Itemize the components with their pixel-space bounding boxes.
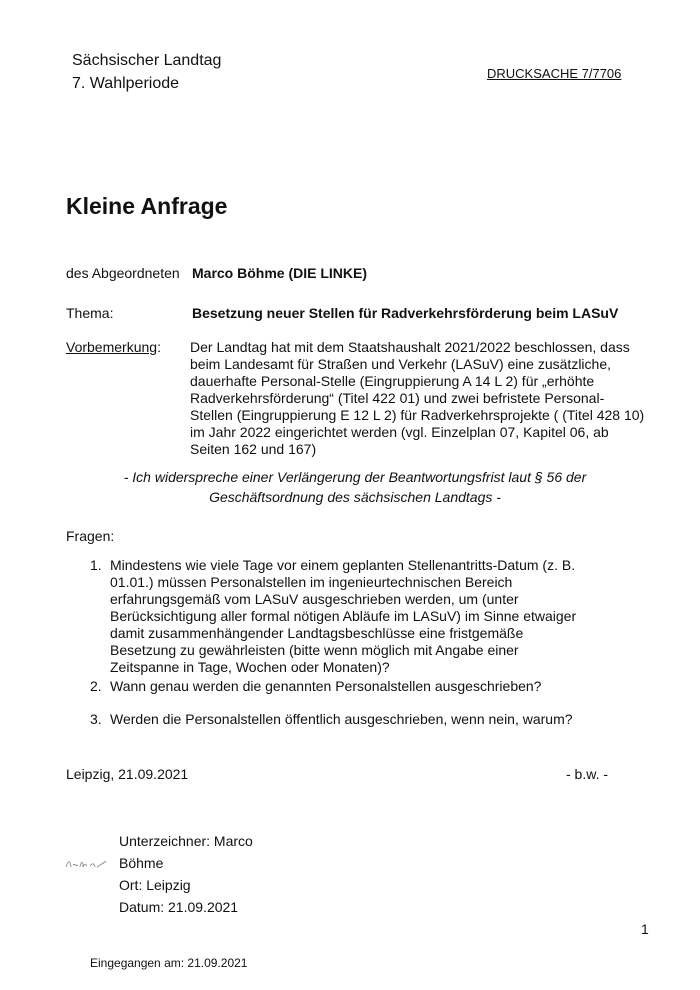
question-item (90, 678, 580, 695)
preliminary-remark-text: Der Landtag hat mit dem Staatshaushalt 2021/2022 beschlossen, dass beim Landesamt für Straßen und Verkehr (LASuV) eine zusätzliche, dauerhafte Personal-Stelle (Eingruppierung A 14 L 2) für „erhöhte Radverkehrsförderung“ (Titel 422 01) und zwei befristete Personal-Stellen (Eingruppierung E 12 L 2) für Radverkehrsprojekte ( (Titel 428 10) im Jahr 2022 eingerichtet werden (vgl. Einzelplan 07, Kapitel 06, ab Seiten 162 und 167) (190, 339, 645, 457)
question-number: 2. (90, 678, 102, 694)
deadline-notice (100, 467, 610, 507)
question-number: 3. (90, 711, 102, 727)
question-text: Mindestens wie viele Tage vor einem geplanten Stellenantritts-Datum (z. B. 01.01.) müssen Personalstellen im ingenieurtechnischen Bereich erfahrungsgemäß vom LASuV ausgeschrieben werden, um (unter Berücksichtigung aller formal nötigen Abläufe im LASuV) im Sinne etwaiger damit zusammenhängender Landtagsbeschlüsse eine fristgemäße Besetzung zu gewährleisten (bitte wenn möglich mit Angabe einer Zeitspanne in Tage, Wochen oder Monaten)? (110, 557, 577, 675)
deadline-notice-line-2: Geschäftsordnung des sächsischen Landtags - (209, 489, 501, 505)
author-label: des Abgeordneten (66, 265, 180, 281)
topic-text: Besetzung neuer Stellen für Radverkehrsförderung beim LASuV (192, 305, 619, 321)
signer-block (119, 830, 253, 918)
page-number: 1 (641, 921, 649, 937)
signer-line: Datum: 21.09.2021 (119, 899, 239, 915)
document-header (72, 49, 221, 95)
legislative-period: 7. Wahlperiode (72, 75, 180, 92)
question-text: Werden die Personalstellen öffentlich ausgeschrieben, wenn nein, warum? (110, 711, 573, 727)
signature-image (64, 855, 108, 873)
drucksache-number: DRUCKSACHE 7/7706 (487, 66, 622, 81)
preliminary-remark-label-colon: : (157, 339, 161, 355)
signer-line: Ort: Leipzig (119, 877, 191, 893)
document-title: Kleine Anfrage (66, 193, 228, 219)
topic-label: Thema: (66, 305, 114, 321)
question-item (90, 557, 580, 676)
signer-line: Unterzeichner: Marco (119, 833, 253, 849)
question-text: Wann genau werden die genannten Personalstellen ausgeschrieben? (110, 678, 542, 694)
signer-line: Böhme (119, 855, 164, 871)
received-date: Eingegangen am: 21.09.2021 (90, 956, 248, 970)
continued-note: - b.w. - (566, 766, 609, 782)
parliament-name: Sächsischer Landtag (72, 52, 222, 69)
place-and-date: Leipzig, 21.09.2021 (66, 766, 189, 782)
preliminary-remark-label-text: Vorbemerkung (66, 339, 158, 355)
deadline-notice-line-1: - Ich widerspreche einer Verlängerung der Beantwortungsfrist laut § 56 der (123, 469, 587, 485)
question-number: 1. (90, 557, 102, 573)
questions-label: Fragen: (66, 528, 115, 544)
question-item (90, 711, 580, 728)
author-name: Marco Böhme (DIE LINKE) (192, 265, 368, 281)
preliminary-remark-label (66, 339, 161, 355)
